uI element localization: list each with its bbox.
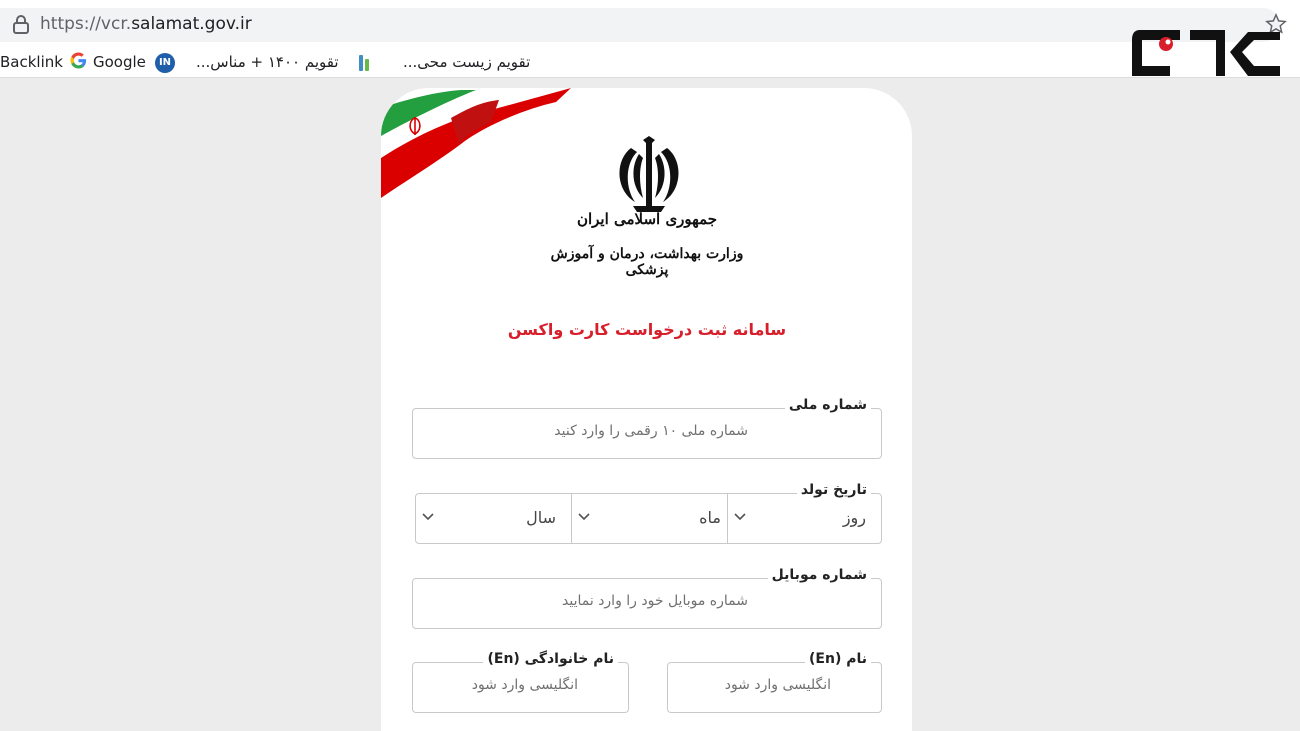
site-logo-icon: IN bbox=[155, 53, 175, 73]
ministry-line-1: جمهوری اسلامی ایران bbox=[576, 210, 718, 228]
mobile-placeholder: شماره موبایل خود را وارد نمایید bbox=[562, 593, 748, 609]
chevron-down-icon bbox=[734, 513, 746, 521]
national-id-field[interactable] bbox=[412, 397, 882, 459]
bookmark-backlink[interactable]: Backlink bbox=[0, 53, 63, 71]
birth-month-select[interactable] bbox=[570, 494, 725, 543]
national-id-placeholder: شماره ملی ۱۰ رقمی را وارد کنید bbox=[554, 423, 748, 439]
bookmark-calendar[interactable]: تقویم ۱۴۰۰ + مناس... bbox=[196, 53, 339, 71]
first-name-label: نام (En) bbox=[805, 651, 871, 667]
birth-month-value: ماه bbox=[699, 508, 721, 527]
mobile-label: شماره موبایل bbox=[768, 567, 871, 583]
birth-day-select[interactable] bbox=[726, 494, 881, 543]
system-title: سامانه ثبت درخواست کارت واکسن bbox=[507, 320, 787, 339]
last-name-field[interactable] bbox=[412, 651, 629, 713]
vaccine-card-form-panel bbox=[381, 88, 912, 731]
birth-year-value: سال bbox=[526, 508, 556, 527]
national-id-label: شماره ملی bbox=[785, 397, 871, 413]
calendar-app-icon bbox=[356, 53, 372, 73]
ministry-line-2: وزارت بهداشت، درمان و آموزش پزشکی bbox=[550, 246, 744, 278]
birth-day-value: روز bbox=[842, 508, 866, 527]
iran-flag-ribbon-icon bbox=[381, 88, 581, 198]
mobile-field[interactable] bbox=[412, 567, 882, 629]
birth-year-select[interactable] bbox=[416, 494, 571, 543]
chevron-down-icon bbox=[422, 513, 434, 521]
first-name-placeholder: انگلیسی وارد شود bbox=[724, 677, 831, 693]
bookmark-env-calendar[interactable]: تقویم زیست محی... bbox=[403, 53, 531, 71]
rokna-watermark-logo bbox=[1130, 22, 1285, 86]
birth-date-label: تاریخ تولد bbox=[797, 482, 871, 498]
first-name-field[interactable] bbox=[667, 651, 882, 713]
birth-date-field bbox=[415, 482, 882, 544]
browser-address-bar bbox=[0, 0, 1300, 44]
chevron-down-icon bbox=[578, 513, 590, 521]
last-name-label: نام خانوادگی (En) bbox=[483, 651, 618, 667]
lock-icon bbox=[12, 14, 30, 34]
select-divider bbox=[571, 494, 572, 543]
iran-emblem-icon bbox=[613, 136, 685, 214]
url-text[interactable]: https://vcr.salamat.gov.ir bbox=[40, 14, 252, 34]
google-icon bbox=[70, 52, 87, 69]
bookmark-google[interactable]: Google bbox=[93, 53, 146, 71]
bookmarks-bar bbox=[0, 44, 1300, 78]
last-name-placeholder: انگلیسی وارد شود bbox=[471, 677, 578, 693]
select-divider bbox=[727, 494, 728, 543]
